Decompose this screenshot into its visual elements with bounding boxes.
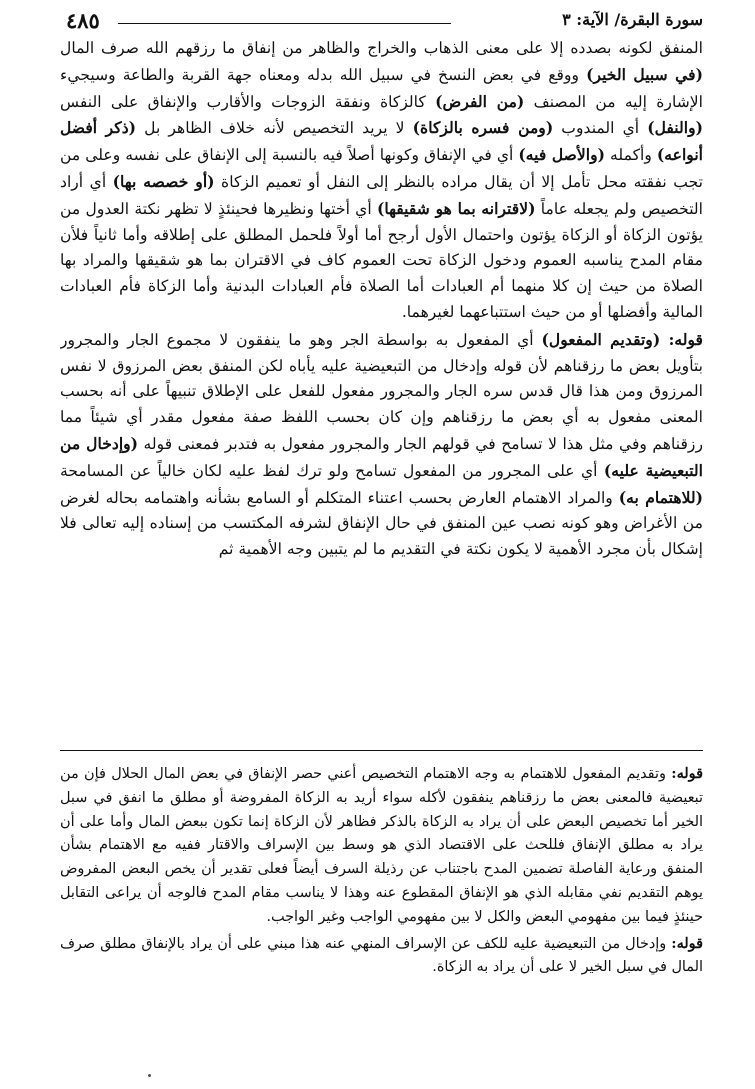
bold-quote: قوله: (وتقديم المفعول) [541, 329, 703, 349]
bold-quote: (ذكر أفضل أنواعه) [60, 118, 703, 165]
bold-quote: (للاهتمام به) [618, 487, 703, 507]
page-number: ٤٨٥ [66, 8, 100, 33]
main-text [60, 36, 703, 748]
footnote-label: قوله: [671, 934, 703, 952]
paragraph-1 [60, 36, 703, 326]
bold-quote: (والنفل) [647, 118, 703, 138]
header-rule [118, 23, 451, 24]
footnote-label: قوله: [671, 765, 703, 782]
footnotes [60, 762, 703, 1074]
scan-speck [148, 1074, 151, 1077]
text-segment: ووقع في بعض النسخ في سبيل الله بدله ومعناه جهة القربة والطاعة وسيجيء الإشارة إليه من المصنف [60, 65, 703, 111]
text-segment: أي المندوب [553, 119, 648, 138]
bold-quote: (أو خصصه بها) [112, 171, 215, 191]
text-segment: المنفق لكونه بصدده إلا على معنى الذهاب والخراج والظاهر من إنفاق ما رزقهم الله صرف المال [60, 39, 703, 57]
paragraph-2 [60, 327, 703, 563]
text-segment: كالزكاة ونفقة الزوجات والأقارب والإنفاق على النفس [60, 92, 436, 111]
running-title: سورة البقرة/ الآية: ٣ [562, 10, 703, 29]
footnote-2 [60, 932, 703, 981]
text-segment: والمراد الاهتمام العارض بحسب اعتناء المتكلم أو السامع بشأنه واهتمامه بحاله لغرض من الأغراض وهو كونه نصب عين المنفق في حال الإنفاق لشرفه المكتسب من إسناده إليه تعالى فلا إشكال بأن مجرد الأهمية لا يكون نكتة في التقديم ما لم يتبين وجه الأهمية ثم [60, 488, 703, 559]
text-segment: لا يريد التخصيص لأنه خلاف الظاهر بل [136, 119, 413, 138]
page-header [60, 8, 703, 34]
bold-quote: (وإدخال من التبعيضية عليه) [60, 433, 703, 480]
footnote-1 [60, 762, 703, 930]
bold-quote: (من الفرض) [435, 91, 525, 111]
text-segment: أي المفعول به بواسطة الجر وهو ما ينفقون لا مجموع الجار والمجرور بتأويل بعض ما رزقناهم لأن قوله وإدخال من التبعيضية عليه يأباه لكن المنفق بعض المرزوق لا نفس المرزوق ومن هذا قال قدس سره الجار والمجرور مفعول للفعل على الإطلاق تنبيهاً على أنه بحسب المعنى مفعول به أي بعض ما رزقناهم وإن كان بحسب اللفظ صفة مفعول مقدر أي شيئاً مما رزقناهم وفي مثل هذا لا تسامح في قولهم الجار والمجرور مفعول به فتدبر فمعنى قوله [60, 330, 703, 453]
text-segment: أي على المجرور من المفعول تسامح ولو ترك لفظ عليه لكان خالياً عن المسامحة [60, 461, 604, 480]
text-segment: أي في الإنفاق وكونها أصلاً فيه بالنسبة إلى الإنفاق على نفسه وعلى من تجب نفقته محل تأمل إلا أن يقال مراده بالنظر إلى النفل أو تعميم الزكاة [60, 146, 703, 191]
footnote-text: وإدخال من التبعيضية عليه للكف عن الإسراف المنهي عنه هذا مبني على أن يراد بالإنفاق مطلق صرف المال في سبل الخير لا على أن يراد به الزكاة. [60, 935, 703, 976]
bold-quote: (والأصل فيه) [518, 145, 606, 165]
text-segment: أي أراد التخصيص ولم يجعله عاماً [60, 172, 703, 218]
bold-quote: (ومن فسره بالزكاة) [412, 118, 554, 138]
text-segment: أي أختها ونظيرها فحينئذٍ لا تظهر نكتة العدول من يؤتون الزكاة أو الزكاة يؤتون واحتمال الأول أرجح أما أولاً فلحمل المطلق على إطلاقه وأما ثانياً فلأن مقام المدح يناسبه العموم ودخول الزكاة تحت العموم كاف في الاقتران بما هو شقيقها والمراد بها الصلاة من حيث إن كلا منهما أم العبادات أما الصلاة فأم العبادات البدنية وأما الزكاة فأم العبادات المالية وأفضلها أو من حيث استتباعهما لغيرهما. [60, 199, 703, 321]
bold-quote: (لاقترانه بما هو شقيقها) [376, 198, 536, 218]
text-segment: وأكمله [605, 146, 657, 165]
footnote-text: وتقديم المفعول للاهتمام به وجه الاهتمام التخصيص أعني حصر الإنفاق في بعض المال الحلال فإن من تبعيضية فالمعنى بعض ما رزقناهم ينفقون لأكله سواء أريد به الزكاة المفروضة أو مطلق ما انفق في سبل الخير أما تخصيص البعض على أن يراد به الزكاة بالذكر فظاهر لأن الزكاة إنما تكون ببعض المال وأما على أن يراد به مطلق الإنفاق فللحث على الاقتصاد الذي هو وسط بين الإسراف والاقتار ففيه مع الاهتمام بشأن المنفق ورعاية الفاصلة تضمين المدح باجتناب عن رذيلة السرف أيضاً فعلى تقدير أن يخص البعض المفروض يوهم التقديم نفي مقابله الذي هو الإنفاق المقطوع عنه وهذا لا يناسب مقام المدح فالوجه أن يراعى التقابل حينئذٍ فيما بين مفهومي البعض والكل لا بين مفهومي الواجب وغير الواجب. [60, 766, 703, 925]
footnote-separator [60, 750, 703, 751]
bold-quote: (في سبيل الخير) [586, 64, 703, 84]
